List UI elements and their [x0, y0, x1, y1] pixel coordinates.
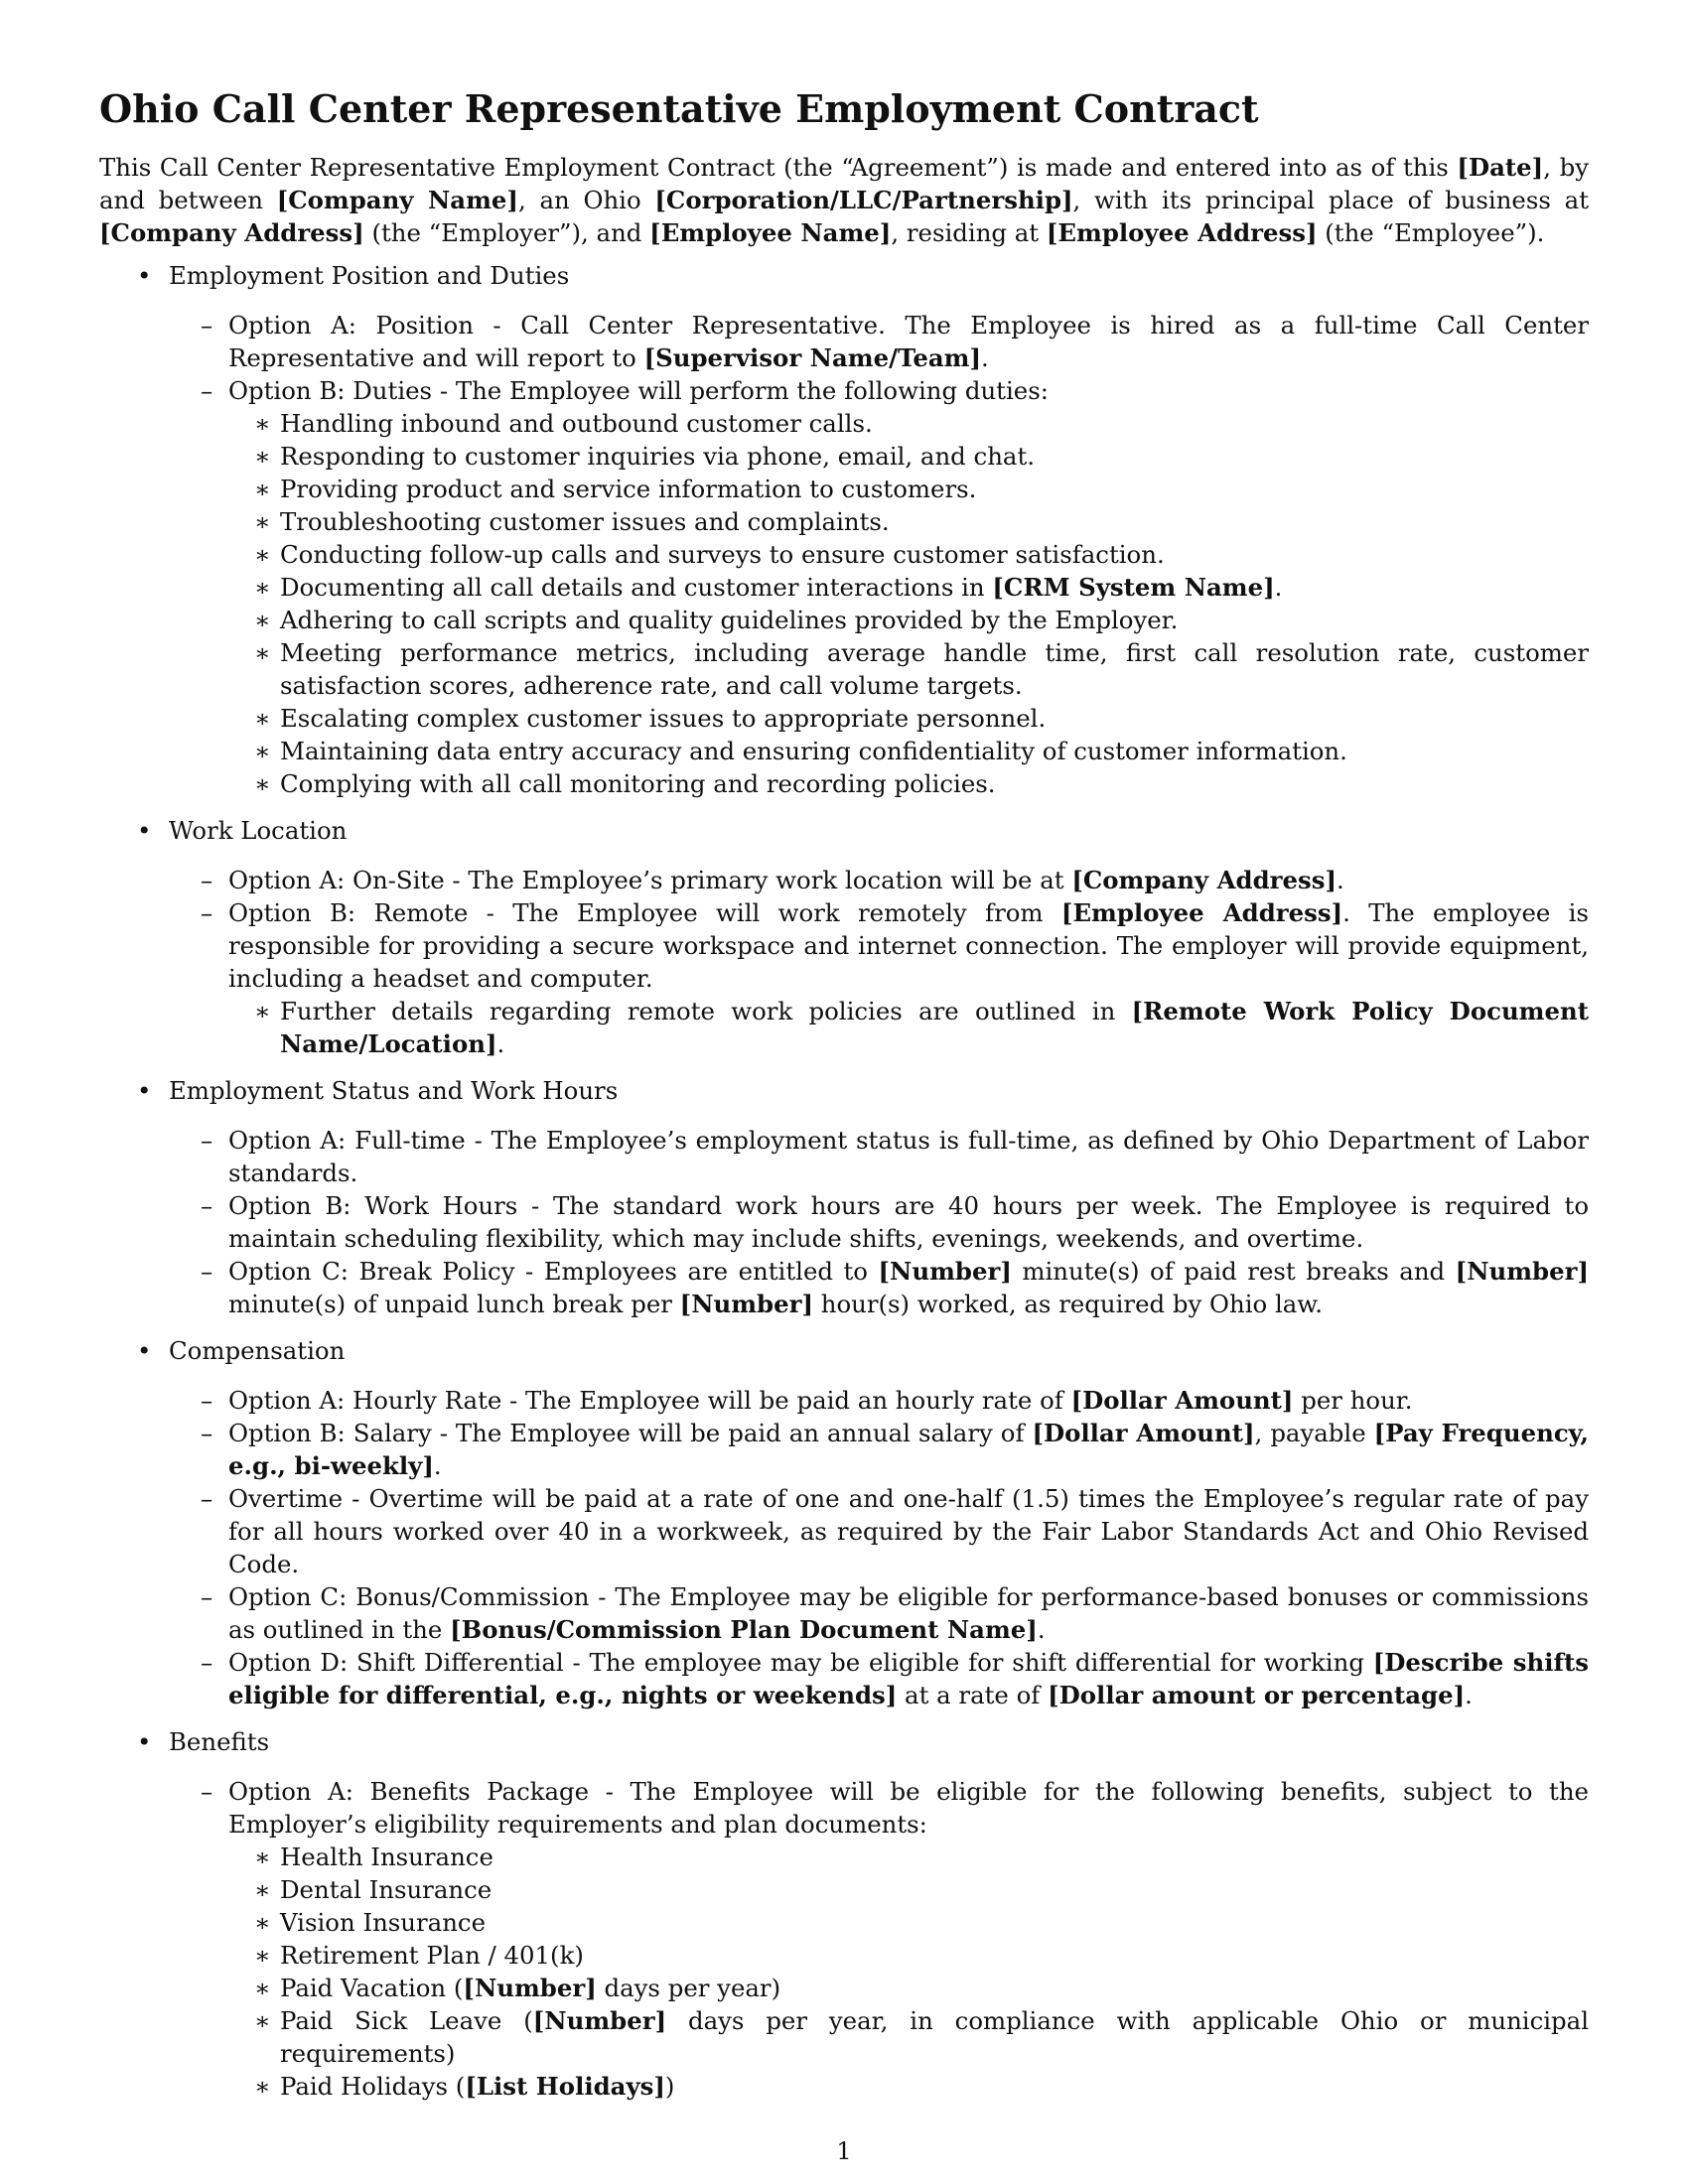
list-item: ∗ Dental Insurance [228, 1873, 1589, 1906]
company-address-placeholder: [Company Address] [99, 218, 364, 247]
list-item: ∗ Vision Insurance [228, 1906, 1589, 1939]
option-item [169, 1384, 1589, 1417]
option-text: . [1465, 1681, 1473, 1709]
employee-name-placeholder: [Employee Name] [649, 218, 892, 247]
benefits-list [228, 1841, 1589, 2103]
option-item [169, 1417, 1589, 1482]
company-address-placeholder: [Company Address] [1071, 866, 1337, 894]
item-text: ) [664, 2072, 675, 2101]
list-item: ∗ Retirement Plan / 401(k) [228, 1939, 1589, 1972]
intro-text: (the “Employer”), and [363, 218, 650, 247]
remote-policy-list [228, 995, 1589, 1060]
option-text: Option B: Duties - The Employee will perform the following duties: [228, 376, 1049, 405]
option-text: . [981, 343, 989, 372]
option-list [169, 309, 1589, 800]
section-list [99, 259, 1589, 2103]
option-item [169, 1255, 1589, 1320]
item-text: . [1274, 573, 1283, 602]
option-text: hour(s) worked, as required by Ohio law. [813, 1290, 1324, 1318]
page-number: 1 [836, 2137, 852, 2165]
option-text: Option A: Hourly Rate - The Employee will be paid an hourly rate of [228, 1386, 1071, 1415]
rate-placeholder: [Dollar amount or percentage] [1048, 1681, 1466, 1709]
crm-placeholder: [CRM System Name] [992, 573, 1275, 602]
list-item: ∗ Providing product and service information to customers. [228, 473, 1589, 505]
option-text: . The employee is responsible for providing a secure workspace and internet connection. The employer will provide equipment, including a headset and computer. [228, 898, 1589, 993]
employee-address-placeholder: [Employee Address] [1060, 898, 1343, 927]
section-title: • Compensation [169, 1336, 346, 1365]
option-item [169, 864, 1589, 896]
supervisor-placeholder: [Supervisor Name/Team] [643, 343, 982, 372]
option-text: minute(s) of unpaid lunch break per [228, 1290, 680, 1318]
section-position-duties [99, 259, 1589, 800]
option-text: Option A: Benefits Package - The Employee will be eligible for the following benefits, subject to the Employer’s eligibility requirements and plan documents: [228, 1777, 1589, 1839]
option-item [169, 309, 1589, 374]
item-text: Documenting all call details and customer interactions in [280, 573, 993, 602]
item-text: Further details regarding remote work policies are outlined in [280, 997, 1132, 1025]
section-title: • Employment Position and Duties [169, 261, 570, 290]
item-text: days per year) [596, 1974, 781, 2002]
list-item [228, 995, 1589, 1060]
intro-text: , residing at [891, 218, 1047, 247]
section-work-location [99, 814, 1589, 1060]
item-text: Paid Sick Leave ( [280, 2006, 533, 2035]
list-item: ∗ Adhering to call scripts and quality guidelines provided by the Employer. [228, 604, 1589, 636]
option-item: – Option B: Work Hours - The standard work hours are 40 hours per week. The Employee is required to maintain scheduling flexibility, which may include shifts, evenings, weekends, and overtime. [169, 1189, 1589, 1255]
item-text: days per year, in compliance with applicable Ohio or municipal requirements) [280, 2006, 1589, 2068]
option-text: . [433, 1451, 442, 1480]
list-item: ∗ Complying with all call monitoring and recording policies. [228, 767, 1589, 800]
intro-text: , with its principal place of business at [1072, 186, 1589, 214]
list-item: ∗ Troubleshooting customer issues and complaints. [228, 505, 1589, 538]
pay-frequency-placeholder: [Pay Frequency, e.g., bi-weekly] [228, 1419, 1590, 1480]
list-item: ∗ Handling inbound and outbound customer calls. [228, 407, 1589, 440]
option-text: Option B: Remote - The Employee will work remotely from [228, 898, 1061, 927]
option-text: Option A: Position - Call Center Representative. The Employee is hired as a full-time Call Center Representative and will report to [228, 311, 1589, 372]
document-title: Ohio Call Center Representative Employment Contract [99, 86, 1259, 131]
item-text: . [496, 1029, 505, 1058]
number-placeholder: [Number] [878, 1257, 1012, 1286]
remote-policy-placeholder: [Remote Work Policy Document Name/Location] [280, 997, 1590, 1058]
list-item [228, 2070, 1589, 2103]
option-text: per hour. [1293, 1386, 1413, 1415]
list-item: ∗ Escalating complex customer issues to appropriate personnel. [228, 702, 1589, 735]
list-item: ∗ Meeting performance metrics, including average handle time, first call resolution rate, customer satisfaction scores, adherence rate, and call volume targets. [228, 636, 1589, 702]
intro-paragraph [99, 151, 1589, 249]
option-text: . [1037, 1615, 1046, 1644]
item-text: Paid Vacation ( [280, 1974, 464, 2002]
option-text: Option C: Break Policy - Employees are entitled to [228, 1257, 879, 1286]
item-text: Paid Holidays ( [280, 2072, 466, 2101]
number-placeholder: [Number] [463, 1974, 597, 2002]
section-title: • Employment Status and Work Hours [169, 1076, 619, 1105]
option-text: Option A: On-Site - The Employee’s primary work location will be at [228, 866, 1072, 894]
option-list [169, 1124, 1589, 1320]
option-text: Option D: Shift Differential - The employee may be eligible for shift differential for working [228, 1648, 1373, 1677]
section-compensation [99, 1334, 1589, 1711]
option-text: minute(s) of paid rest breaks and [1011, 1257, 1456, 1286]
intro-text: (the “Employee”). [1317, 218, 1545, 247]
list-item: ∗ Responding to customer inquiries via phone, email, and chat. [228, 440, 1589, 473]
section-benefits [99, 1725, 1589, 2103]
employee-address-placeholder: [Employee Address] [1046, 218, 1318, 247]
list-item [228, 2004, 1589, 2070]
duties-list [228, 407, 1589, 800]
intro-text: , an Ohio [517, 186, 655, 214]
number-placeholder: [Number] [1455, 1257, 1589, 1286]
option-item [169, 1580, 1589, 1646]
option-text: Option C: Bonus/Commission - The Employee may be eligible for performance-based bonuses or commissions as outlined in the [228, 1582, 1589, 1644]
option-text: , payable [1254, 1419, 1374, 1447]
option-list [169, 1384, 1589, 1711]
option-item: – Overtime - Overtime will be paid at a rate of one and one-half (1.5) times the Employee’s regular rate of pay for all hours worked over 40 in a workweek, as required by the Fair Labor Standards Act and Ohio Revised Code. [169, 1482, 1589, 1580]
section-status-hours [99, 1074, 1589, 1320]
document-page [99, 85, 1589, 2116]
option-item: – Option A: Full-time - The Employee’s employment status is full-time, as defined by Ohio Department of Labor standards. [169, 1124, 1589, 1189]
shifts-placeholder: [Describe shifts eligible for differential, e.g., nights or weekends] [228, 1648, 1589, 1709]
number-placeholder: [Number] [679, 1290, 814, 1318]
list-item [228, 571, 1589, 604]
company-name-placeholder: [Company Name] [276, 186, 518, 214]
option-text: Option B: Salary - The Employee will be paid an annual salary of [228, 1419, 1033, 1447]
list-item: ∗ Health Insurance [228, 1841, 1589, 1873]
section-title: • Work Location [169, 816, 348, 845]
option-item [169, 896, 1589, 1060]
option-item [169, 1775, 1589, 2103]
list-item: ∗ Conducting follow-up calls and surveys to ensure customer satisfaction. [228, 538, 1589, 571]
option-item [169, 374, 1589, 800]
holidays-placeholder: [List Holidays] [465, 2072, 665, 2101]
option-list [169, 864, 1589, 1060]
number-placeholder: [Number] [532, 2006, 667, 2035]
intro-text: This Call Center Representative Employment Contract (the “Agreement”) is made and entered into as of this [99, 153, 1458, 182]
option-text: . [1336, 866, 1344, 894]
dollar-amount-placeholder: [Dollar Amount] [1032, 1419, 1255, 1447]
option-text: at a rate of [897, 1681, 1049, 1709]
dollar-amount-placeholder: [Dollar Amount] [1070, 1386, 1294, 1415]
bonus-plan-placeholder: [Bonus/Commission Plan Document Name] [450, 1615, 1038, 1644]
intro-text: , by and between [99, 153, 1589, 214]
entity-type-placeholder: [Corporation/LLC/Partnership] [654, 186, 1073, 214]
section-title: • Benefits [169, 1727, 270, 1756]
list-item [228, 1972, 1589, 2004]
option-item [169, 1646, 1589, 1711]
date-placeholder: [Date] [1457, 153, 1544, 182]
list-item: ∗ Maintaining data entry accuracy and ensuring confidentiality of customer information. [228, 735, 1589, 767]
option-list [169, 1775, 1589, 2103]
